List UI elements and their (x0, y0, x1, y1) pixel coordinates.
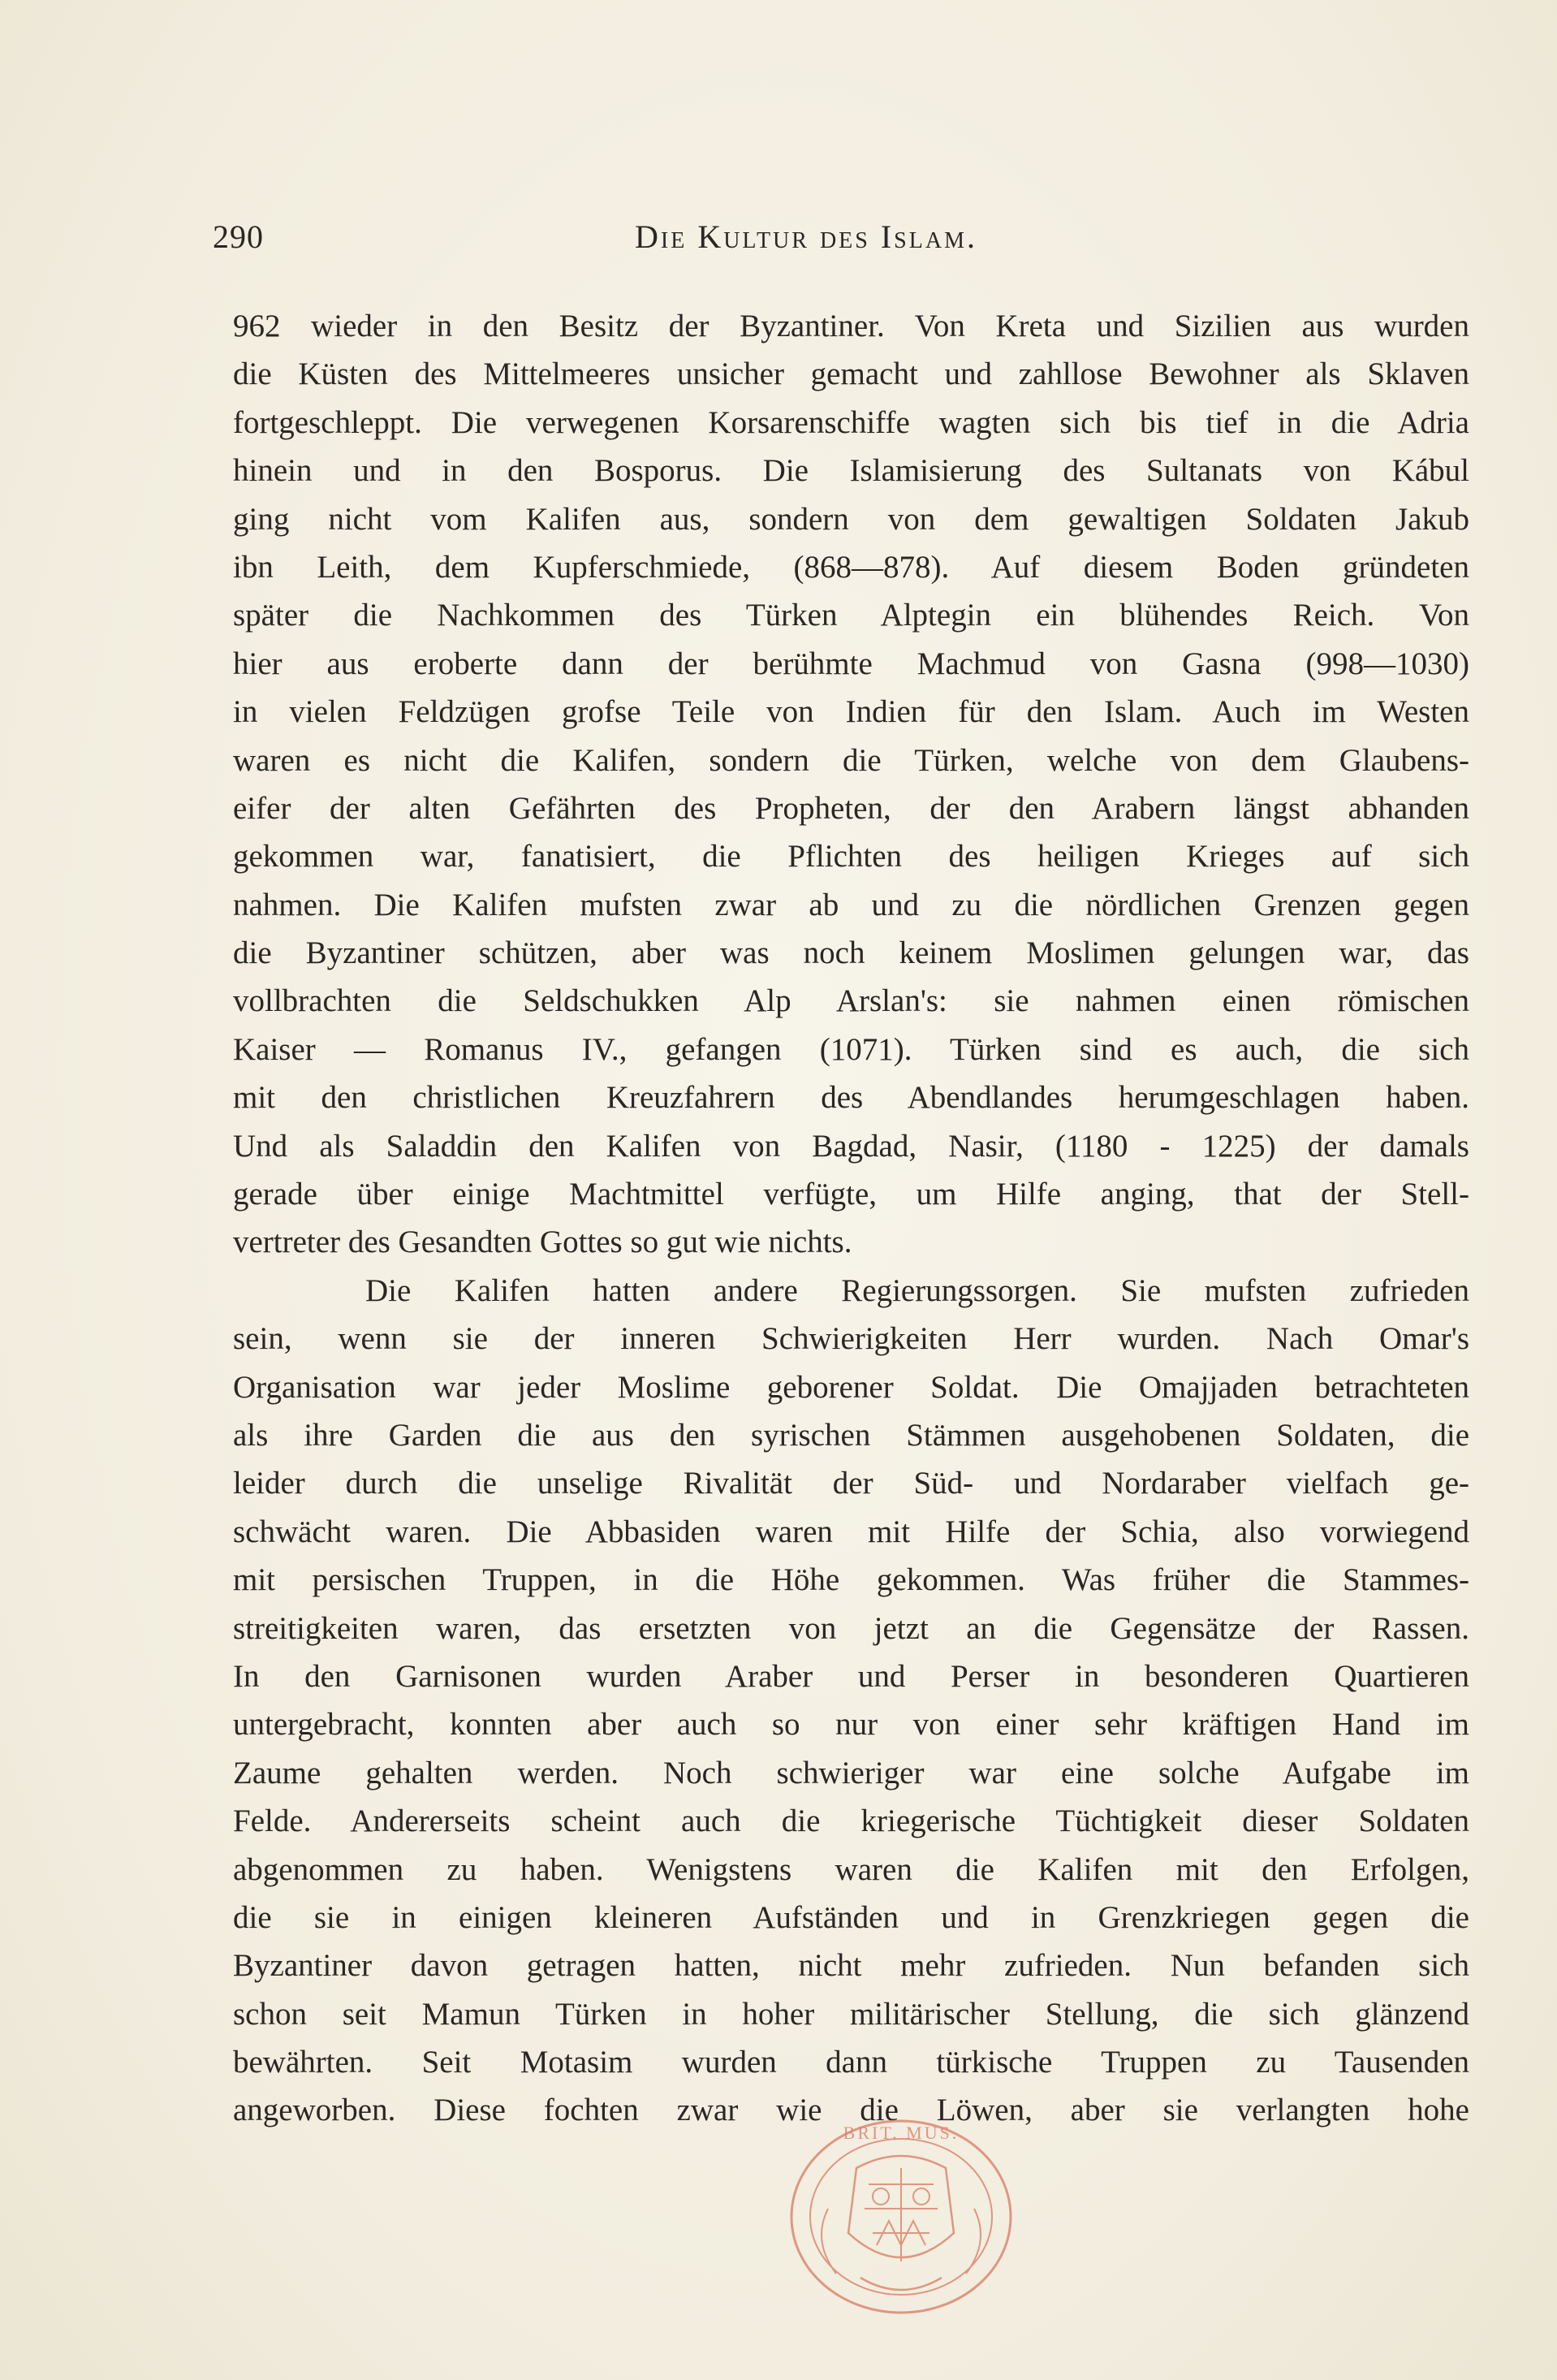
page-header (213, 218, 1317, 266)
text-line: untergebracht, konnten aber auch so nur von einer sehr kräftigen Hand im (233, 1707, 1469, 1743)
text-line: Organisation war jeder Moslime geborener Soldat. Die Omajjaden betrachteten (233, 1369, 1469, 1405)
text-line: die sie in einigen kleineren Aufständen und in Grenzkriegen gegen die (233, 1899, 1469, 1935)
text-line: ging nicht vom Kalifen aus, sondern von dem gewaltigen Soldaten Jakub (233, 501, 1469, 537)
text-line-paragraph-start: Die Kalifen hatten andere Regierungssorgen. Sie mufsten zufrieden (365, 1272, 1469, 1308)
body-text (233, 302, 1469, 2135)
text-line: mit persischen Truppen, in die Höhe gekommen. Was früher die Stammes- (233, 1562, 1469, 1598)
text-line: waren es nicht die Kalifen, sondern die Türken, welche von dem Glaubens- (233, 742, 1469, 778)
text-line: später die Nachkommen des Türken Alptegin ein blühendes Reich. Von (233, 598, 1469, 633)
seal-legend: BRIT. MUS. (843, 2123, 960, 2143)
text-line: angeworben. Diese fochten zwar wie die Löwen, aber sie verlangten hohe (233, 2093, 1469, 2128)
text-line: streitigkeiten waren, das ersetzten von jetzt an die Gegensätze der Rassen. (233, 1610, 1469, 1646)
text-line: Felde. Andererseits scheint auch die kriegerische Tüchtigkeit dieser Soldaten (233, 1803, 1469, 1839)
text-line: vollbrachten die Seldschukken Alp Arslan's: sie nahmen einen römischen (233, 983, 1469, 1019)
text-line: schon seit Mamun Türken in hoher militärischer Stellung, die sich glänzend (233, 1996, 1469, 2032)
text-line: als ihre Garden die aus den syrischen Stämmen ausgehobenen Soldaten, die (233, 1417, 1469, 1453)
text-line: eifer der alten Gefährten des Propheten, der den Arabern längst abhanden (233, 790, 1469, 826)
text-line: sein, wenn sie der inneren Schwierigkeiten Herr wurden. Nach Omar's (233, 1321, 1469, 1357)
text-line: Byzantiner davon getragen hatten, nicht mehr zufrieden. Nun befanden sich (233, 1948, 1469, 1984)
text-line: Zaume gehalten werden. Noch schwieriger war eine solche Aufgabe im (233, 1755, 1469, 1790)
library-seal-icon (779, 2111, 1023, 2322)
text-line: abgenommen zu haben. Wenigstens waren die Kalifen mit den Erfolgen, (233, 1851, 1469, 1887)
text-line: 962 wieder in den Besitz der Byzantiner. Von Kreta und Sizilien aus wurden (233, 309, 1469, 343)
text-line-paragraph-end: vertreter des Gesandten Gottes so gut wie nichts. (233, 1225, 852, 1260)
text-line: hinein und in den Bosporus. Die Islamisierung des Sultanats von Kábul (233, 453, 1469, 489)
text-line: Und als Saladdin den Kalifen von Bagdad, Nasir, (1180 - 1225) der damals (233, 1128, 1469, 1164)
text-line: Kaiser — Romanus IV., gefangen (1071). Türken sind es auch, die sich (233, 1031, 1469, 1067)
text-line: gekommen war, fanatisiert, die Pflichten des heiligen Krieges auf sich (233, 839, 1469, 875)
text-line: schwächt waren. Die Abbasiden waren mit Hilfe der Schia, also vorwiegend (233, 1514, 1469, 1549)
text-line: ibn Leith, dem Kupferschmiede, (868—878). Auf diesem Boden gründeten (233, 549, 1469, 585)
text-line: fortgeschleppt. Die verwegenen Korsarenschiffe wagten sich bis tief in die Adria (233, 404, 1469, 440)
text-line: die Küsten des Mittelmeeres unsicher gemacht und zahllose Bewohner als Sklaven (233, 356, 1469, 392)
text-line: In den Garnisonen wurden Araber und Perser in besonderen Quartieren (233, 1658, 1469, 1694)
text-line: bewährten. Seit Motasim wurden dann türkische Truppen zu Tausenden (233, 2045, 1469, 2080)
text-line: leider durch die unselige Rivalität der Süd- und Nordaraber vielfach ge- (233, 1466, 1469, 1501)
text-line: mit den christlichen Kreuzfahrern des Abendlandes herumgeschlagen haben. (233, 1080, 1469, 1116)
running-head: Die Kultur des Islam. (635, 218, 977, 255)
page-number: 290 (213, 218, 264, 255)
text-line: die Byzantiner schützen, aber was noch keinem Moslimen gelungen war, das (233, 935, 1469, 971)
text-line: nahmen. Die Kalifen mufsten zwar ab und zu die nördlichen Grenzen gegen (233, 887, 1469, 922)
text-line: in vielen Feldzügen grofse Teile von Indien für den Islam. Auch im Westen (233, 694, 1469, 730)
text-line: gerade über einige Machtmittel verfügte, um Hilfe anging, that der Stell- (233, 1177, 1469, 1212)
text-line: hier aus eroberte dann der berühmte Machmud von Gasna (998—1030) (233, 646, 1469, 681)
